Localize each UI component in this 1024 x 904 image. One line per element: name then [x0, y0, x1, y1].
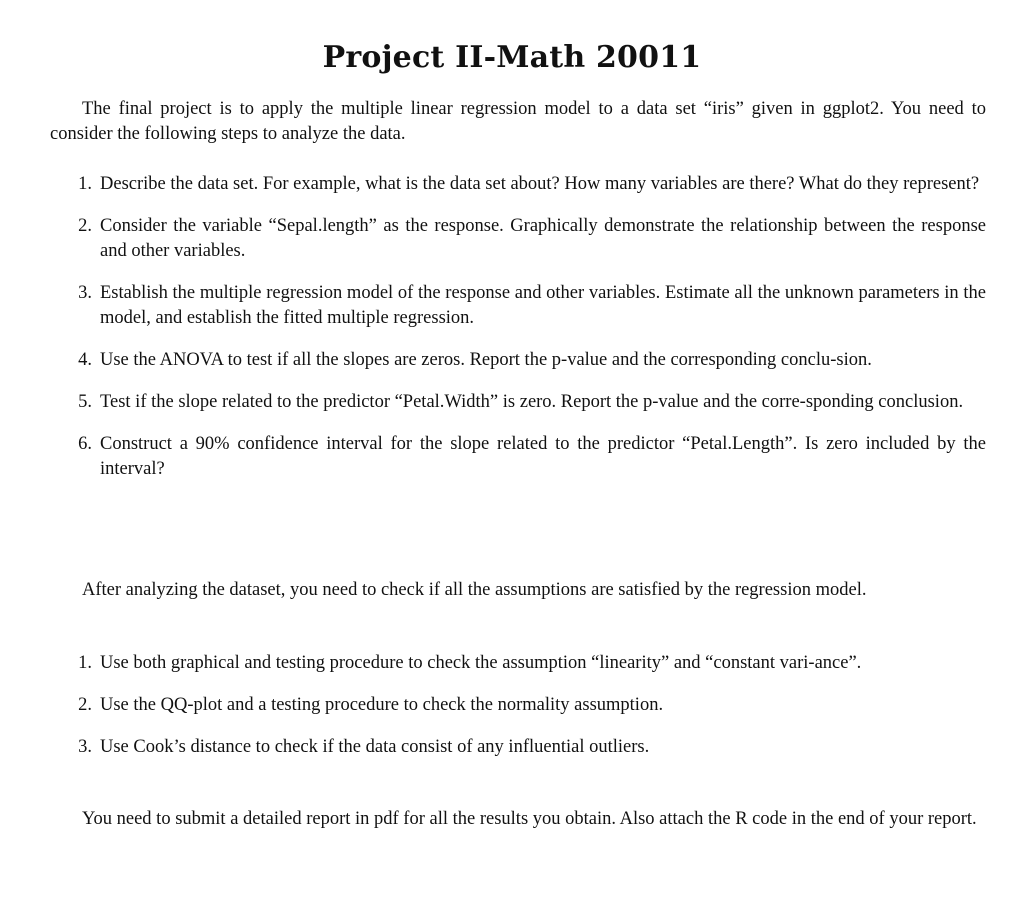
item-number: 1. [78, 174, 92, 194]
item-text: Establish the multiple regression model of the response and other variables. Estimate all the unknown parameters in the model, and establish the fitted multiple regression. [100, 283, 986, 328]
list-item [50, 390, 986, 415]
intro-paragraph: The final project is to apply the multiple linear regression model to a data set “iris” given in ggplot2. You need to consider the following steps to analyze the data. [50, 99, 986, 144]
list-item [50, 693, 986, 718]
item-number: 2. [78, 216, 92, 236]
item-number: 3. [78, 283, 92, 303]
item-text: Describe the data set. For example, what is the data set about? How many variables are there? What do they represent? [100, 174, 980, 194]
page-title: Project II-Math 20011 [322, 40, 702, 75]
item-text: Use the QQ-plot and a testing procedure to check the normality assumption. [100, 695, 664, 715]
list-item [50, 735, 986, 760]
list-item [50, 172, 986, 197]
item-text: Use both graphical and testing procedure to check the assumption “linearity” and “constant vari-ance”. [100, 653, 862, 673]
item-text: Use Cook’s distance to check if the data consist of any influential outliers. [100, 737, 650, 757]
item-text: Consider the variable “Sepal.length” as the response. Graphically demonstrate the relationship between the response and other variables. [100, 216, 986, 261]
list-item [50, 214, 986, 264]
item-number: 2. [78, 695, 92, 715]
item-number: 3. [78, 737, 92, 757]
list-item [50, 281, 986, 331]
item-text: Use the ANOVA to test if all the slopes are zeros. Report the p-value and the corresponding conclu-sion. [100, 350, 872, 370]
checks-list [50, 651, 986, 760]
list-item [50, 348, 986, 373]
item-number: 6. [78, 434, 92, 454]
item-text: Test if the slope related to the predictor “Petal.Width” is zero. Report the p-value and the corre-sponding conclusion. [100, 392, 964, 412]
list-item [50, 651, 986, 676]
middle-paragraph: After analyzing the dataset, you need to check if all the assumptions are satisfied by the regression model. [82, 580, 867, 600]
item-number: 5. [78, 392, 92, 412]
closing-paragraph: You need to submit a detailed report in pdf for all the results you obtain. Also attach the R code in the end of your report. [82, 809, 977, 829]
item-number: 1. [78, 653, 92, 673]
steps-list [50, 172, 986, 482]
item-text: Construct a 90% confidence interval for the slope related to the predictor “Petal.Length”. Is zero included by the interval? [100, 434, 986, 479]
item-number: 4. [78, 350, 92, 370]
list-item [50, 432, 986, 482]
